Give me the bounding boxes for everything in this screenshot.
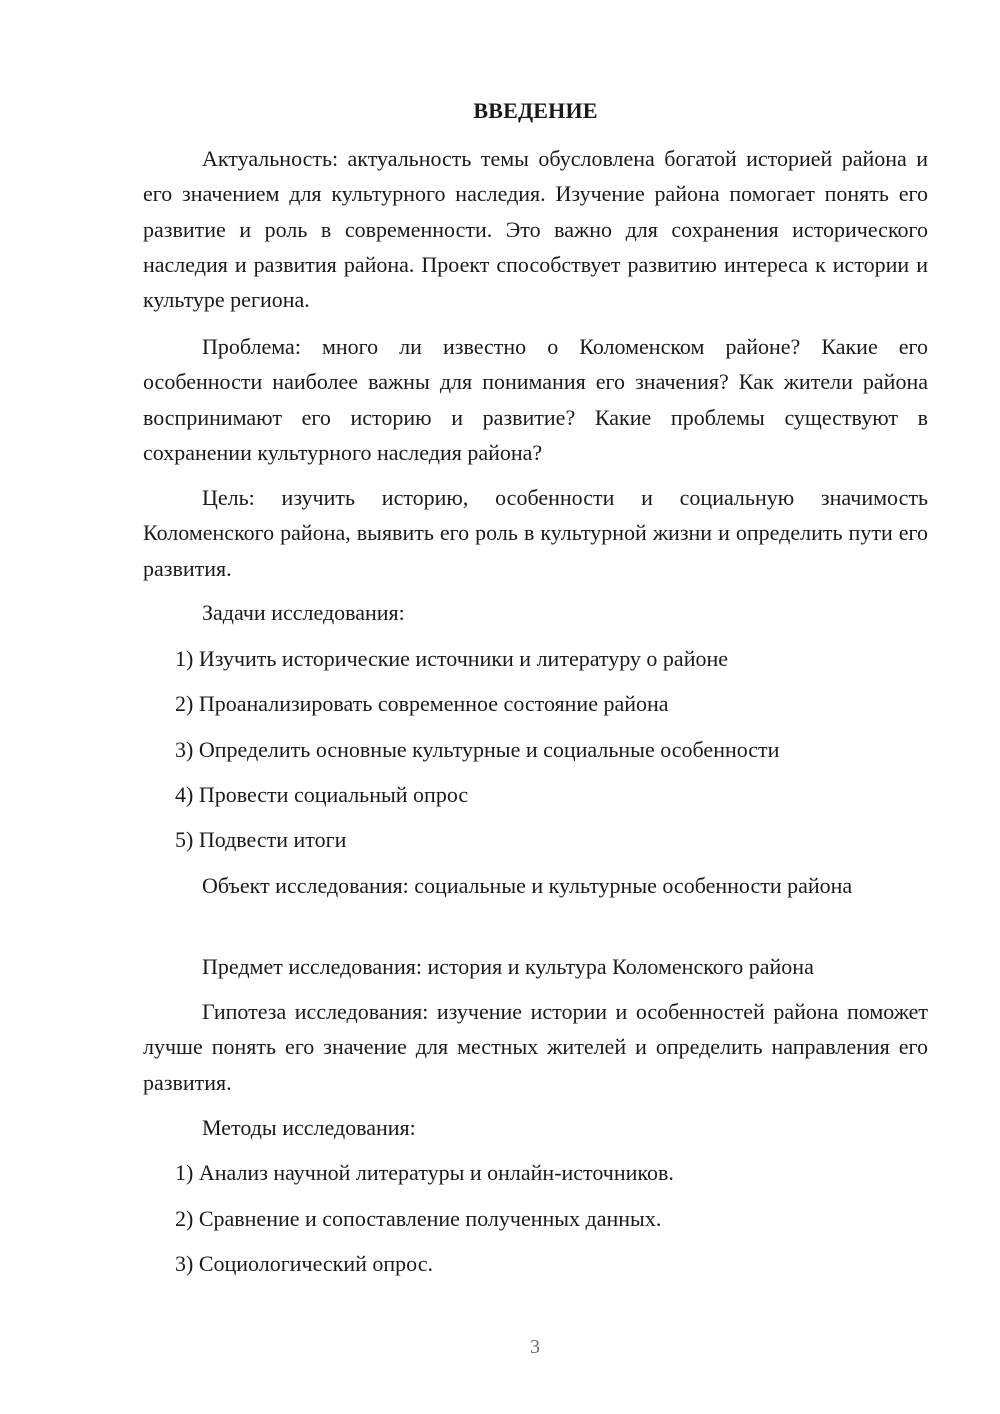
- method-item-2: 2) Сравнение и сопоставление полученных данных.: [175, 1206, 662, 1231]
- method-item-1: 1) Анализ научной литературы и онлайн-источников.: [175, 1160, 674, 1185]
- method-item-3: 3) Социологический опрос.: [175, 1251, 433, 1276]
- tasks-heading: Задачи исследования:: [202, 600, 405, 625]
- goal-paragraph: Цель: изучить историю, особенности и социальную значимость Коломенского района, выявить его роль в культурной жизни и определить пути его развития.: [143, 485, 928, 581]
- task-item-2: 2) Проанализировать современное состояние района: [175, 691, 669, 716]
- page-number: 3: [530, 1336, 540, 1358]
- hypothesis-paragraph: Гипотеза исследования: изучение истории и особенностей района поможет лучше понять его значение для местных жителей и определить направления его развития.: [143, 999, 928, 1095]
- task-item-4: 4) Провести социальный опрос: [175, 782, 469, 807]
- task-item-3: 3) Определить основные культурные и социальные особенности: [175, 737, 780, 762]
- subject-paragraph: Предмет исследования: история и культура Коломенского района: [202, 954, 814, 979]
- task-item-1: 1) Изучить исторические источники и литературу о районе: [175, 646, 729, 671]
- methods-heading: Методы исследования:: [202, 1115, 416, 1140]
- object-paragraph: Объект исследования: социальные и культурные особенности района: [202, 873, 853, 898]
- task-item-5: 5) Подвести итоги: [175, 827, 347, 852]
- problem-paragraph: Проблема: много ли известно о Коломенском районе? Какие его особенности наиболее важны для понимания его значения? Как жители района воспринимают его историю и развитие? Какие проблемы существуют в сохранении культурного наследия района?: [143, 334, 928, 465]
- page-title: ВВЕДЕНИЕ: [473, 98, 598, 123]
- relevance-paragraph: Актуальность: актуальность темы обусловлена богатой историей района и его значением для культурного наследия. Изучение района помогает понять его развитие и роль в современности. Это важно для сохранения исторического наследия и развития района. Проект способствует развитию интереса к истории и культуре региона.: [143, 146, 928, 313]
